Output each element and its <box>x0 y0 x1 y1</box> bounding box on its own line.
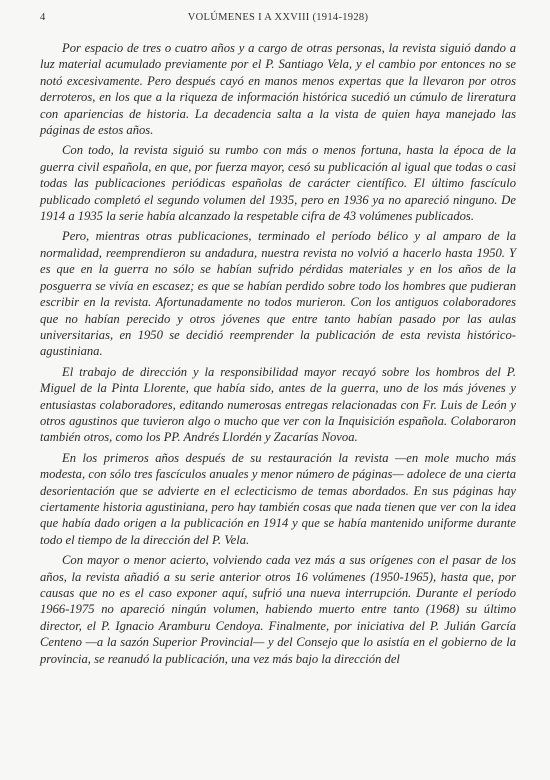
paragraph: Por espacio de tres o cuatro años y a cargo de otras personas, la revista siguió dando a luz material acumulado previamente por el P. Santiago Vela, y el cambio por entonces no se notó excesivamente. Pero después cayó en manos menos expertas que la llevaron por otros derroteros, en los que a la riqueza de información histórica sucedió un cúmulo de lireratura con apariencias de historia. La decadencia salta a la vista de quien haya manejado las páginas de estos años. <box>40 41 516 138</box>
running-head: VOLÚMENES I A XXVIII (1914-1928) <box>187 12 369 23</box>
paragraph: Con todo, la revista siguió su rumbo con más o menos fortuna, hasta la época de la guerra civil española, en que, por fuerza mayor, cesó su publicación al igual que todas o casi todas las publicaciones periódicas españolas de carácter científico. El último fascículo publicado completó el segundo volumen del 1935, pero en 1936 ya no apareció ninguno. De 1914 a 1935 la serie había alcanzado la respetable cifra de 43 volúmenes publicados. <box>40 143 516 224</box>
page-number: 4 <box>40 12 46 23</box>
paragraph: En los primeros años después de su restauración la revista —en mole mucho más modesta, con sólo tres fascículos anuales y menor número de páginas— adolece de una cierta desorientación que se advierte en el eclecticismo de temas abordados. En sus páginas hay ciertamente historia agustiniana, pero hay también cosas que nada tienen que ver con la idea que había dado origen a la publicación en 1914 y que se había mantenido uniforme durante todo el tiempo de la dirección del P. Vela. <box>40 450 516 547</box>
page-header <box>40 12 516 34</box>
paragraph: Pero, mientras otras publicaciones, terminado el período bélico y al amparo de la normalidad, reemprendieron su andadura, nuestra revista no volvió a hacerlo hasta 1950. Y es que en la guerra no sólo se habían sufrido pérdidas materiales y en los años de la posguerra se vivía en escasez; es que se habían perdido sobre todo los hombres que pudieran escribir en la revista. Afortunadamente no todos murieron. Con los antiguos colaboradores que no habían perecido y otros jóvenes que entre tanto habían pasado por las aulas universitarias, en 1950 se decidió reemprender la publicación de esta revista histórico-agustiniana. <box>40 229 516 359</box>
paragraph: El trabajo de dirección y la responsibilidad mayor recayó sobre los hombros del P. Miguel de la Pinta Llorente, que había sido, antes de la guerra, uno de los más jóvenes y entusiastas colaboradores, editando numerosas entregas relacionadas con Fr. Luis de León y otros agustinos que tuvieron algo o mucho que ver con la Inquisición española. Colaboraron también otros, como los PP. Andrés Llordén y Zacarías Novoa. <box>40 364 516 445</box>
body-text <box>40 40 516 667</box>
paragraph: Con mayor o menor acierto, volviendo cada vez más a sus orígenes con el pasar de los años, la revista añadió a su serie anterior otros 16 volúmenes (1950-1965), hasta que, por causas que no es el caso exponer aquí, sufrió una nueva interrupción. Durante el período 1966-1975 no apareció ningún volumen, habiendo muerto entre tanto (1968) su último director, el P. Ignacio Aramburu Cendoya. Finalmente, por iniciativa del P. Julián García Centeno —a la sazón Superior Provincial— y del Consejo que lo asistía en el gobierno de la provincia, se reanudó la publicación, una vez más bajo la dirección del <box>40 553 516 666</box>
